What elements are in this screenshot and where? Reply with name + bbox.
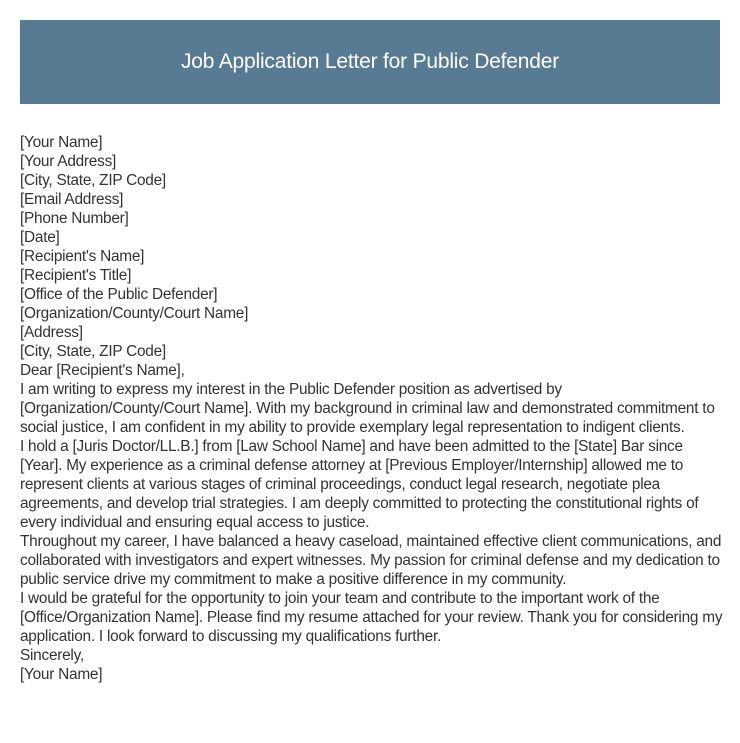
closing: Sincerely,: [20, 647, 84, 664]
page-title: Job Application Letter for Public Defender: [181, 50, 559, 73]
sender-city-state-zip: [City, State, ZIP Code]: [20, 172, 166, 189]
signature: [Your Name]: [20, 666, 103, 683]
sender-address: [Your Address]: [20, 153, 117, 170]
recipient-title: [Recipient's Title]: [20, 267, 132, 284]
sender-name: [Your Name]: [20, 134, 103, 151]
page-header: [20, 20, 720, 104]
letter-date: [Date]: [20, 229, 60, 246]
recipient-name: [Recipient's Name]: [20, 248, 145, 265]
paragraph-experience: I hold a [Juris Doctor/LL.B.] from [Law School Name] and have been admitted to the [State] Bar since [Year]. My experience as a criminal defense attorney at [Previous Employer/Internship] allowed me to represent clients at various stages of criminal proceedings, conduct legal research, negotiate plea agreements, and develop trial strategies. I am deeply committed to protecting the constitutional rights of every individual and ensuring equal access to justice.: [20, 438, 699, 531]
paragraph-intro: I am writing to express my interest in the Public Defender position as advertised by [Organization/County/Court Name]. With my background in criminal law and demonstrated commitment to social justice, I am confident in my ability to provide exemplary legal representation to indigent clients.: [20, 381, 715, 436]
salutation: Dear [Recipient's Name],: [20, 362, 185, 379]
letter-body: [20, 133, 725, 684]
paragraph-skills: Throughout my career, I have balanced a heavy caseload, maintained effective client communications, and collaborated with investigators and expert witnesses. My passion for criminal defense and my dedication to public service drive my commitment to make a positive difference in my community.: [20, 533, 722, 588]
recipient-address: [Address]: [20, 324, 83, 341]
sender-phone: [Phone Number]: [20, 210, 129, 227]
paragraph-closing: I would be grateful for the opportunity to join your team and contribute to the important work of the [Office/Organization Name]. Please find my resume attached for your review. Thank you for considering my application. I look forward to discussing my qualifications further.: [20, 590, 723, 645]
recipient-city-state-zip: [City, State, ZIP Code]: [20, 343, 166, 360]
recipient-office: [Office of the Public Defender]: [20, 286, 218, 303]
recipient-organization: [Organization/County/Court Name]: [20, 305, 249, 322]
sender-email: [Email Address]: [20, 191, 124, 208]
